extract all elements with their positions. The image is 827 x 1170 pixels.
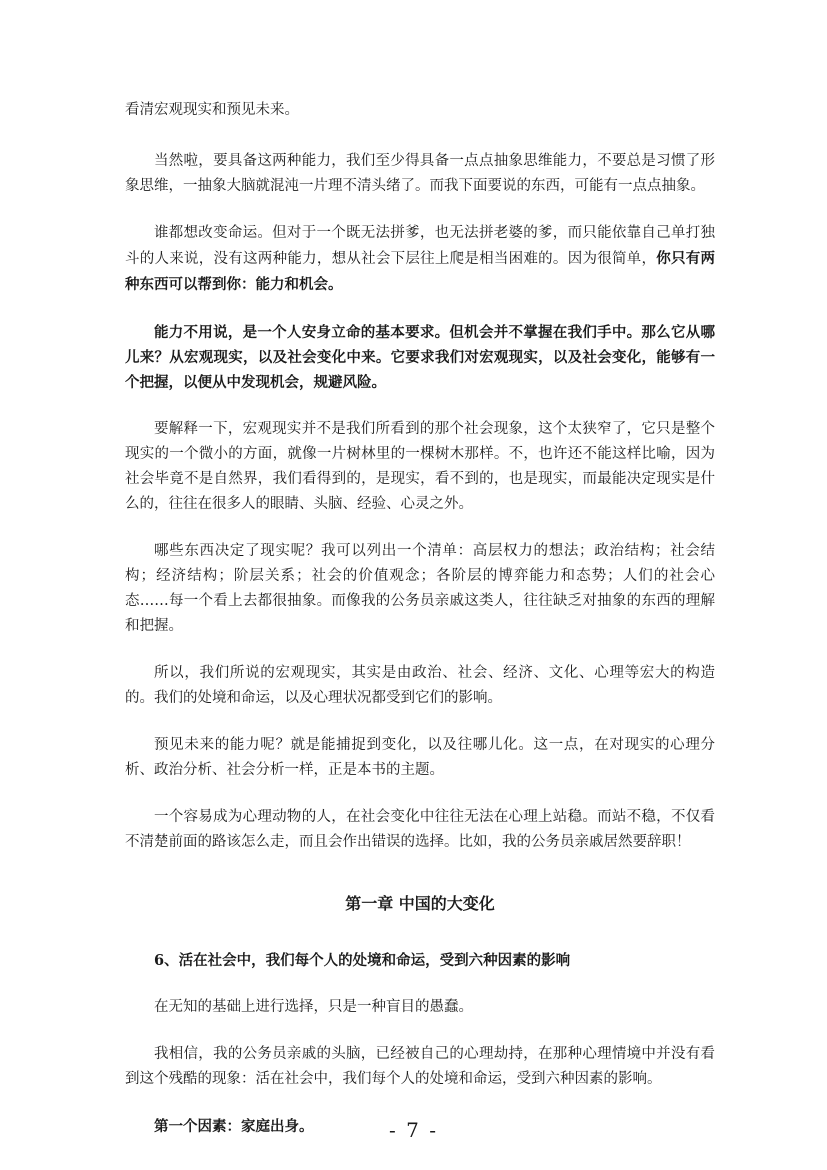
chapter-paragraph-2: 我相信，我的公务员亲戚的头脑，已经被自己的心理劫持，在那种心理情境中并没有看到这个残酷的现象：活在社会中，我们每个人的处境和命运，受到六种因素的影响。 (125, 1046, 715, 1087)
paragraph-7: 预见未来的能力呢？就是能捕捉到变化，以及往哪儿化。这一点，在对现实的心理分析、政治分析、社会分析一样，正是本书的主题。 (125, 737, 715, 778)
paragraph-4: 要解释一下，宏观现实并不是我们所看到的那个社会现象，这个太狭窄了，它只是整个现实的一个微小的方面，就像一片树林里的一棵树木那样。不，也许还不能这样比喻，因为社会毕竟不是自然界，我们看得到的，是现实，看不到的，也是现实，而最能决定现实是什么的，往往在很多人的眼睛、头脑、经验、心灵之外。 (125, 421, 715, 512)
page-body (125, 98, 715, 1161)
paragraph-2 (125, 221, 715, 298)
paragraph-2-bold: 你只有两种东西可以帮到你：能力和机会。 (125, 250, 716, 293)
paragraph-3-bold: 能力不用说，是一个人安身立命的基本要求。但机会并不掌握在我们手中。那么它从哪儿来？从宏观现实，以及社会变化中来。它要求我们对宏观现实，以及社会变化，能够有一个把握，以便从中发现机会，规避风险。 (125, 324, 715, 391)
section-heading: 6、活在社会中，我们每个人的处境和命运，受到六种因素的影响 (154, 952, 571, 969)
paragraph-8: 一个容易成为心理动物的人，在社会变化中往往无法在心理上站稳。而站不稳，不仅看不清楚前面的路该怎么走，而且会作出错误的选择。比如，我的公务员亲戚居然要辞职！ (125, 809, 715, 850)
paragraph-0: 看清宏观现实和预见未来。 (125, 102, 299, 118)
paragraph-5: 哪些东西决定了现实呢？我可以列出一个清单：高层权力的想法；政治结构；社会结构；经济结构；阶层关系；社会的价值观念；各阶层的博弈能力和态势；人们的社会心态……每一个看上去都很抽象。而像我的公务员亲戚这类人，往往缺乏对抽象的东西的理解和把握。 (125, 543, 715, 634)
factor-heading: 第一个因素：家庭出身。 (154, 1118, 314, 1135)
paragraph-1: 当然啦，要具备这两种能力，我们至少得具备一点点抽象思维能力，不要总是习惯了形象思维，一抽象大脑就混沌一片理不清头绪了。而我下面要说的东西，可能有一点点抽象。 (125, 153, 715, 194)
paragraph-2-text: 谁都想改变命运。但对于一个既无法拼爹，也无法拼老婆的爹，而只能依靠自己单打独斗的人来说，没有这两种能力，想从社会下层往上爬是相当困难的。因为很简单， (125, 225, 715, 267)
chapter-paragraph-1: 在无知的基础上进行选择，只是一种盲目的愚蠢。 (154, 999, 473, 1015)
page-number: - 7 - (389, 1118, 438, 1142)
paragraph-6: 所以，我们所说的宏观现实，其实是由政治、社会、经济、文化、心理等宏大的构造的。我们的处境和命运，以及心理状况都受到它们的影响。 (125, 665, 715, 706)
chapter-title: 第一章 中国的大变化 (345, 894, 495, 913)
